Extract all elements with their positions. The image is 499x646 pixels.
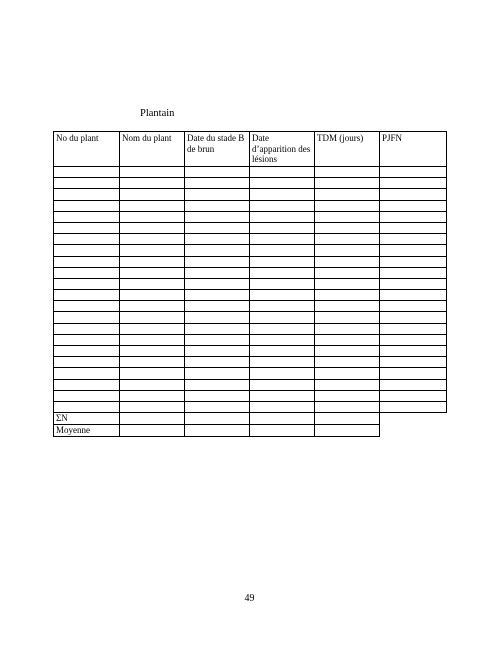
table-cell — [380, 278, 447, 289]
table-cell — [54, 346, 120, 357]
table-cell — [250, 334, 315, 345]
average-row — [54, 425, 447, 437]
table-cell — [120, 368, 185, 379]
header-cell: Nom du plant — [120, 132, 185, 167]
table-cell — [120, 301, 185, 312]
table-cell — [250, 346, 315, 357]
table-cell — [120, 290, 185, 301]
table-cell — [54, 178, 120, 189]
header-cell: TDM (jours) — [315, 132, 380, 167]
table-cell — [315, 379, 380, 390]
table-cell — [120, 256, 185, 267]
table-cell — [380, 234, 447, 245]
table-cell — [315, 267, 380, 278]
table-row — [54, 379, 447, 390]
table-cell — [185, 245, 250, 256]
table-cell — [54, 334, 120, 345]
table-cell — [54, 301, 120, 312]
table-cell — [250, 222, 315, 233]
table-cell — [120, 425, 185, 437]
table-cell — [250, 178, 315, 189]
table-cell — [120, 334, 185, 345]
table-cell — [54, 357, 120, 368]
page-number: 49 — [244, 593, 255, 604]
table-row — [54, 245, 447, 256]
table-cell — [185, 346, 250, 357]
table-cell — [120, 222, 185, 233]
table-cell — [185, 323, 250, 334]
table-cell — [54, 200, 120, 211]
table-cell — [185, 334, 250, 345]
table-cell — [120, 323, 185, 334]
header-cell: Date d’apparition des lésions — [250, 132, 315, 167]
table-cell — [120, 211, 185, 222]
table-cell — [250, 256, 315, 267]
table-row — [54, 334, 447, 345]
table-cell — [380, 178, 447, 189]
empty-cell — [380, 425, 447, 437]
table-cell — [380, 167, 447, 178]
table-cell — [250, 290, 315, 301]
table-row — [54, 323, 447, 334]
table-cell — [250, 401, 315, 412]
table-cell — [315, 334, 380, 345]
header-cell: Date du stade B de brun — [185, 132, 250, 167]
table-cell — [315, 222, 380, 233]
empty-cell — [380, 413, 447, 425]
table-cell — [120, 401, 185, 412]
table-cell — [185, 425, 250, 437]
table-cell — [54, 167, 120, 178]
table-cell — [315, 323, 380, 334]
table-cell — [380, 189, 447, 200]
table-cell — [380, 379, 447, 390]
table-cell — [54, 211, 120, 222]
table-row — [54, 211, 447, 222]
table-cell — [250, 301, 315, 312]
table-cell — [380, 267, 447, 278]
table-cell — [315, 234, 380, 245]
table-cell — [185, 211, 250, 222]
table-row — [54, 222, 447, 233]
table-cell — [185, 278, 250, 289]
table-row — [54, 368, 447, 379]
table-cell — [185, 368, 250, 379]
table-row — [54, 200, 447, 211]
table-row — [54, 312, 447, 323]
table-cell — [315, 413, 380, 425]
table-cell — [315, 200, 380, 211]
table-cell — [315, 278, 380, 289]
table-cell — [54, 401, 120, 412]
table-cell — [315, 290, 380, 301]
table-body — [54, 167, 447, 437]
table-cell — [120, 167, 185, 178]
table-cell — [380, 301, 447, 312]
table-cell — [185, 301, 250, 312]
table-cell — [185, 312, 250, 323]
table-cell — [120, 200, 185, 211]
table-cell — [315, 425, 380, 437]
table-cell — [315, 312, 380, 323]
table-cell — [185, 413, 250, 425]
table-cell — [185, 167, 250, 178]
header-cell: No du plant — [54, 132, 120, 167]
table-cell — [120, 357, 185, 368]
table-cell — [54, 312, 120, 323]
table-cell — [380, 245, 447, 256]
table-cell — [315, 368, 380, 379]
table-cell — [120, 413, 185, 425]
table-row — [54, 390, 447, 401]
table-cell — [185, 290, 250, 301]
table-cell — [250, 167, 315, 178]
table-cell — [250, 390, 315, 401]
table-cell — [250, 368, 315, 379]
table-cell — [315, 401, 380, 412]
table-cell — [315, 256, 380, 267]
table-cell — [54, 368, 120, 379]
table-caption: Plantain — [140, 108, 175, 119]
table-row — [54, 301, 447, 312]
table-cell — [120, 234, 185, 245]
table-cell — [315, 178, 380, 189]
table-cell — [250, 357, 315, 368]
table-cell — [120, 312, 185, 323]
table-row — [54, 357, 447, 368]
table-row — [54, 234, 447, 245]
table-cell — [315, 167, 380, 178]
table-cell — [380, 357, 447, 368]
table-cell — [54, 323, 120, 334]
table-cell — [250, 413, 315, 425]
table-cell — [185, 200, 250, 211]
table-cell — [185, 357, 250, 368]
table-cell — [380, 368, 447, 379]
table-cell — [120, 245, 185, 256]
table-cell — [380, 200, 447, 211]
table-cell — [380, 222, 447, 233]
table-row — [54, 290, 447, 301]
table-cell — [380, 390, 447, 401]
table-row — [54, 278, 447, 289]
table-cell — [315, 189, 380, 200]
table-cell — [54, 234, 120, 245]
sum-row — [54, 413, 447, 425]
table-cell — [185, 267, 250, 278]
table-cell — [380, 211, 447, 222]
table-cell — [54, 256, 120, 267]
table-cell — [315, 245, 380, 256]
data-table — [53, 131, 447, 437]
average-label: Moyenne — [54, 425, 120, 437]
table-cell — [315, 211, 380, 222]
table-row — [54, 167, 447, 178]
table-cell — [54, 379, 120, 390]
table-row — [54, 178, 447, 189]
table-cell — [120, 189, 185, 200]
table-cell — [315, 357, 380, 368]
table-cell — [120, 379, 185, 390]
header-cell: PJFN — [380, 132, 447, 167]
table-cell — [185, 401, 250, 412]
table-row — [54, 189, 447, 200]
table-cell — [120, 267, 185, 278]
table-cell — [54, 222, 120, 233]
table-cell — [250, 312, 315, 323]
table-cell — [54, 390, 120, 401]
table-cell — [380, 312, 447, 323]
table-header-row — [54, 132, 447, 167]
table-cell — [250, 189, 315, 200]
table-cell — [315, 346, 380, 357]
table-cell — [185, 379, 250, 390]
table-cell — [250, 379, 315, 390]
table-row — [54, 346, 447, 357]
table-cell — [315, 390, 380, 401]
table-row — [54, 256, 447, 267]
table-cell — [185, 234, 250, 245]
table-cell — [250, 278, 315, 289]
table-cell — [185, 222, 250, 233]
table-cell — [120, 346, 185, 357]
table-cell — [380, 401, 447, 412]
table-cell — [380, 256, 447, 267]
table-cell — [250, 425, 315, 437]
table-cell — [185, 390, 250, 401]
table-cell — [120, 278, 185, 289]
table-cell — [250, 211, 315, 222]
sum-label: ΣN — [54, 413, 120, 425]
table-cell — [54, 267, 120, 278]
table-cell — [120, 178, 185, 189]
table-cell — [250, 245, 315, 256]
table-row — [54, 267, 447, 278]
table-cell — [250, 200, 315, 211]
table-cell — [54, 278, 120, 289]
table-cell — [250, 323, 315, 334]
table-cell — [380, 290, 447, 301]
table-cell — [250, 267, 315, 278]
table-cell — [380, 334, 447, 345]
table-cell — [185, 189, 250, 200]
table-row — [54, 401, 447, 412]
table-cell — [54, 189, 120, 200]
table-cell — [54, 290, 120, 301]
table-cell — [120, 390, 185, 401]
table-cell — [54, 245, 120, 256]
table-cell — [380, 323, 447, 334]
table-cell — [250, 234, 315, 245]
table-cell — [315, 301, 380, 312]
table-cell — [380, 346, 447, 357]
table-cell — [185, 256, 250, 267]
table-cell — [185, 178, 250, 189]
